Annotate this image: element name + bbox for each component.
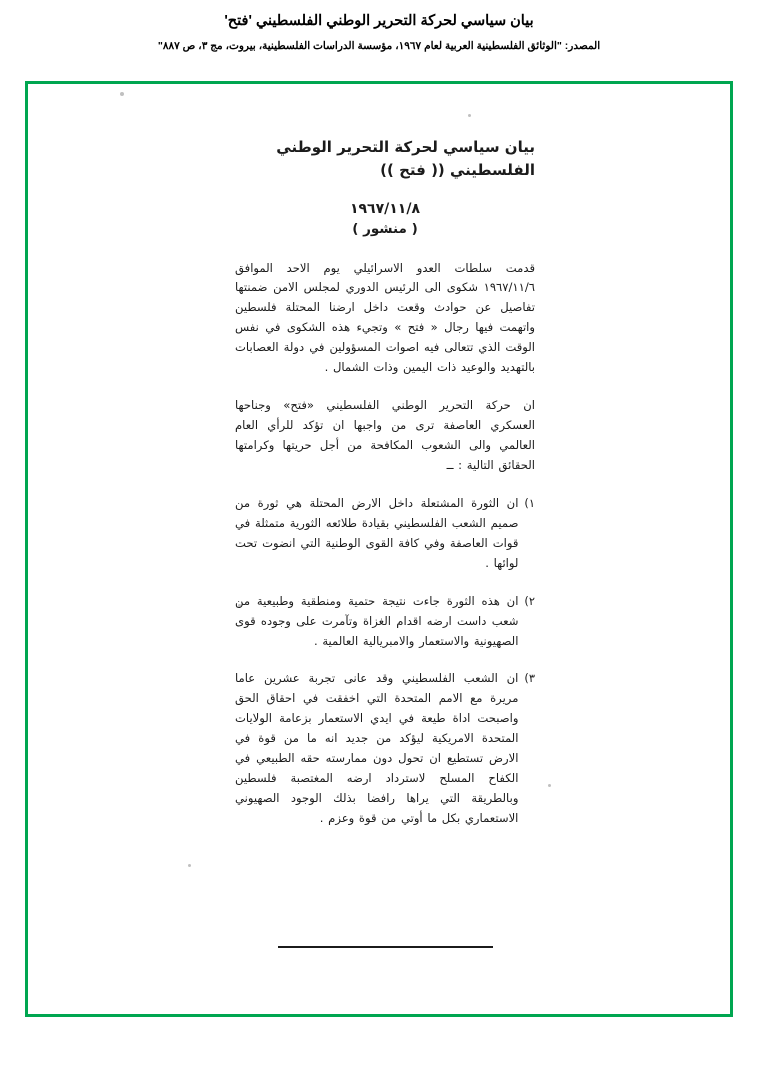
scan-speck xyxy=(468,114,471,117)
document-date: ١٩٦٧/١١/٨ xyxy=(349,200,421,217)
list-item xyxy=(235,494,535,574)
list-item-number: ١) xyxy=(524,495,535,510)
list-item-text: ان الثورة المشتعلة داخل الارض المحتلة هي ثورة من صميم الشعب الفلسطيني بقيادة طلائعه الثورية متمثلة في قوات العاصفة وفي كافة القوى الوطنية التي انضوت تحت لوائها . xyxy=(235,495,519,570)
page-title: بيان سياسي لحركة التحرير الوطني الفلسطيني 'فتح' xyxy=(224,13,534,29)
list-item-text: ان الشعب الفلسطيني وقد عانى تجربة عشرين عاما مريرة مع الامم المتحدة التي اخفقت في احقاق الحق واصبحت اداة طيعة في ايدي الاستعمار بزعامة الولايات المتحدة الامريكية ليؤكد من جديد انه ما من قوة في الارض تستطيع ان تحول دون ممارسته حقه الطبيعي في الكفاح المسلح لاسترداد ارضه المغتصبة فلسطين وبالطريقة التي يراها رافضا بذلك الوجود الصهيوني الاستعماري بكل ما أوتي من قوة وعزم . xyxy=(235,671,519,825)
paragraph-second: ان حركة التحرير الوطني الفلسطيني «فتح» وجناحها العسكري العاصفة ترى من واجبها ان تؤكد للرأي العام العالمي والى الشعوب المكافحة من أجل حريتها وكرامتها الحقائق التالية : ــ xyxy=(235,398,535,472)
document-subtitle: ( منشور ) xyxy=(352,220,418,237)
footer-divider xyxy=(278,946,493,948)
list-item xyxy=(235,669,535,829)
paragraph-intro: قدمت سلطات العدو الاسرائيلي يوم الاحد الموافق ١٩٦٧/١١/٦ شكوى الى الرئيس الدوري لمجلس الامن ضمنتها تفاصيل عن حوادث وقعت داخل ارضنا المحتلة فلسطين واتهمت فيها رجال « فتح » وتجيء هذه الشكوى في نفس الوقت الذي تتعالى فيه اصوات المسؤولين في دولة العصابات بالتهديد والوعيد ذات اليمين وذات الشمال . xyxy=(235,260,535,375)
list-item-text: ان هذه الثورة جاءت نتيجة حتمية ومنطقية وطبيعية من شعب داست ارضه اقدام الغزاة وتآمرت على وجوده قوى الصهيونية والاستعمار والامبريالية العالمية . xyxy=(235,593,519,648)
source-citation: المصدر: "الوثائق الفلسطينية العربية لعام ١٩٦٧، مؤسسة الدراسات الفلسطينية، بيروت، مج ٣، ص ٨٨٧" xyxy=(157,39,601,52)
footer-divider-wrap xyxy=(235,946,535,948)
frame-inner xyxy=(28,84,730,1014)
list-item-number: ٣) xyxy=(524,671,535,686)
green-border-frame xyxy=(25,81,733,1017)
list-item-number: ٢) xyxy=(524,593,535,608)
scan-speck xyxy=(548,784,551,787)
page-header xyxy=(0,0,758,52)
scanned-document-text xyxy=(235,136,535,829)
document-heading: بيان سياسي لحركة التحرير الوطني الفلسطيني (( فتح )) xyxy=(276,138,535,180)
list-item xyxy=(235,592,535,652)
scan-speck xyxy=(120,92,124,96)
scan-speck xyxy=(188,864,191,867)
